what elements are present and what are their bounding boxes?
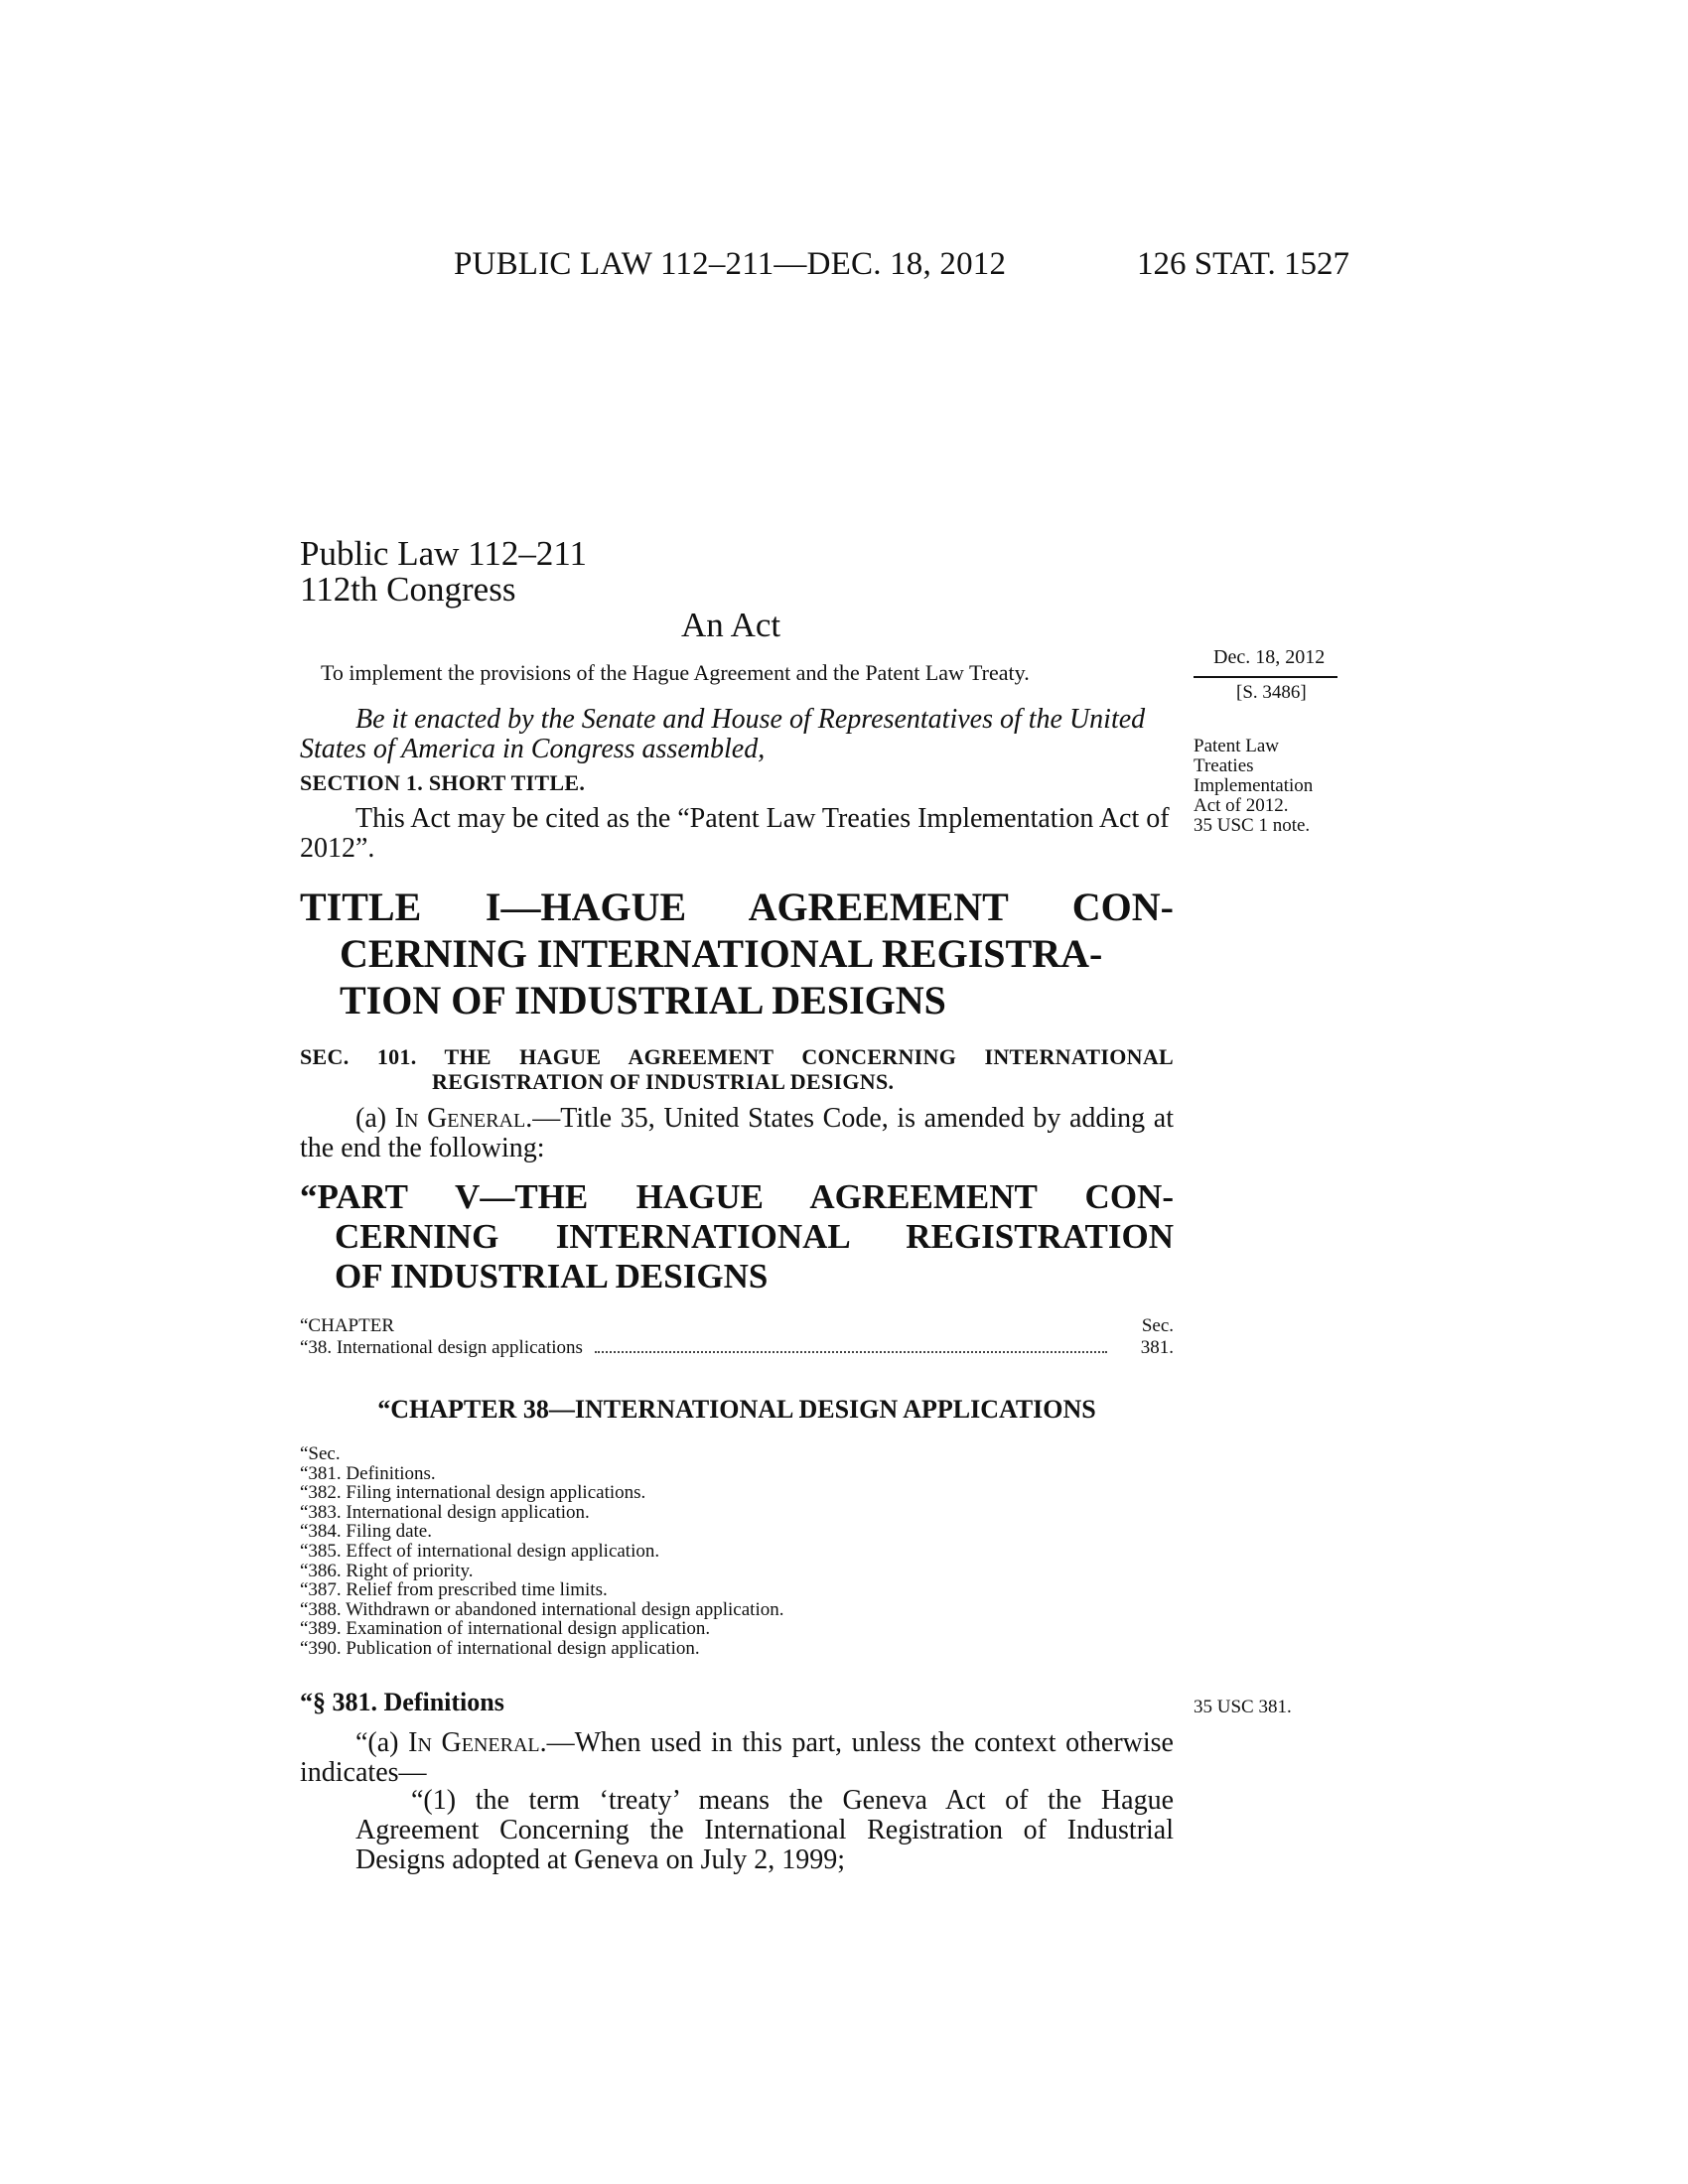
law-number: Public Law 112–211: [300, 534, 588, 573]
section-381-paragraph-1: “(1) the term ‘treaty’ means the Geneva Act of the Hague Agreement Concerning the International Registration of Industrial Designs adopted at Geneva on July 2, 1999;: [355, 1785, 1174, 1875]
act-label: An Act: [681, 606, 781, 644]
margin-note-line: Act of 2012.: [1194, 795, 1289, 816]
chapter-table: [300, 1315, 1174, 1359]
title-line: TION OF INDUSTRIAL DESIGNS: [340, 978, 946, 1023]
margin-date: Dec. 18, 2012: [1213, 646, 1326, 668]
part-line: CERNING INTERNATIONAL REGISTRATION: [335, 1217, 1174, 1256]
margin-note-line: Patent Law: [1194, 736, 1280, 756]
congress-number: 112th Congress: [300, 570, 516, 609]
chapter-table-row: [300, 1337, 1174, 1359]
list-item: “388. Withdrawn or abandoned international design application.: [300, 1598, 784, 1620]
list-item: “389. Examination of international design application.: [300, 1618, 711, 1640]
part-v-heading: [300, 1177, 1174, 1297]
section-1-heading: SECTION 1. SHORT TITLE.: [300, 770, 586, 795]
chapter-entry: “38. International design applications: [300, 1337, 583, 1358]
section-list: [300, 1444, 783, 1659]
heading-line: REGISTRATION OF INDUSTRIAL DESIGNS.: [432, 1069, 895, 1094]
enacting-clause: Be it enacted by the Senate and House of Representatives of the United States of America in Congress assembled,: [300, 704, 1146, 764]
margin-divider: [1194, 676, 1337, 678]
running-header-page: 126 STAT. 1527: [1137, 246, 1350, 282]
section-101-paragraph-a: [300, 1104, 1174, 1163]
section-1-body: This Act may be cited as the “Patent Law Treaties Implementation Act of 2012”.: [300, 803, 1170, 864]
margin-short-title-note: [1194, 737, 1313, 836]
list-item: “Sec.: [300, 1443, 341, 1464]
running-header-left: PUBLIC LAW 112–211—DEC. 18, 2012: [454, 246, 1007, 282]
para-text: .—When used in this part, unless the context otherwise indicates—: [300, 1727, 1174, 1788]
list-item: “383. International design application.: [300, 1501, 590, 1523]
list-item: “387. Relief from prescribed time limits.: [300, 1579, 608, 1601]
list-item: “386. Right of priority.: [300, 1560, 474, 1581]
list-item: “382. Filing international design applications.: [300, 1482, 646, 1504]
section-381-heading: “§ 381. Definitions: [300, 1688, 504, 1716]
title-i-heading: [300, 884, 1174, 1024]
part-line: “PART V—THE HAGUE AGREEMENT CON-: [300, 1177, 1174, 1216]
sec-column-label: Sec.: [1141, 1315, 1174, 1336]
para-text: .—Title 35, United States Code, is amended by adding at the end the following:: [300, 1103, 1175, 1163]
section-101-heading: [300, 1044, 1174, 1094]
chapter-table-header: [300, 1315, 1174, 1337]
margin-usc-381: 35 USC 381.: [1194, 1697, 1292, 1717]
dot-leader: [595, 1351, 1107, 1353]
heading-line: SEC. 101. THE HAGUE AGREEMENT CONCERNING INTERNATIONAL: [300, 1044, 1174, 1069]
margin-note-line: Treaties: [1194, 755, 1254, 776]
margin-note-line: 35 USC 1 note.: [1194, 815, 1311, 836]
list-item: “390. Publication of international design application.: [300, 1637, 700, 1659]
list-item: “384. Filing date.: [300, 1521, 432, 1543]
para-label: (a): [355, 1103, 395, 1134]
margin-note-line: Implementation: [1194, 775, 1314, 796]
part-line: OF INDUSTRIAL DESIGNS: [335, 1257, 769, 1296]
title-line: CERNING INTERNATIONAL REGISTRA-: [340, 931, 1103, 976]
para-caption: In General: [408, 1727, 540, 1758]
list-item: “385. Effect of international design application.: [300, 1540, 660, 1562]
chapter-column-label: “CHAPTER: [300, 1315, 394, 1336]
margin-bill-number: [S. 3486]: [1236, 682, 1307, 703]
list-item: “381. Definitions.: [300, 1462, 436, 1484]
para-label: “(a): [355, 1727, 409, 1758]
chapter-entry-sec: 381.: [1140, 1337, 1174, 1358]
section-381-paragraph-a: [300, 1728, 1174, 1788]
title-line: TITLE I—HAGUE AGREEMENT CON-: [300, 885, 1174, 929]
para-caption: In General: [394, 1103, 526, 1134]
chapter-38-heading: “CHAPTER 38—INTERNATIONAL DESIGN APPLICATIONS: [377, 1395, 1096, 1424]
act-purpose: To implement the provisions of the Hague Agreement and the Patent Law Treaty.: [321, 660, 1030, 685]
